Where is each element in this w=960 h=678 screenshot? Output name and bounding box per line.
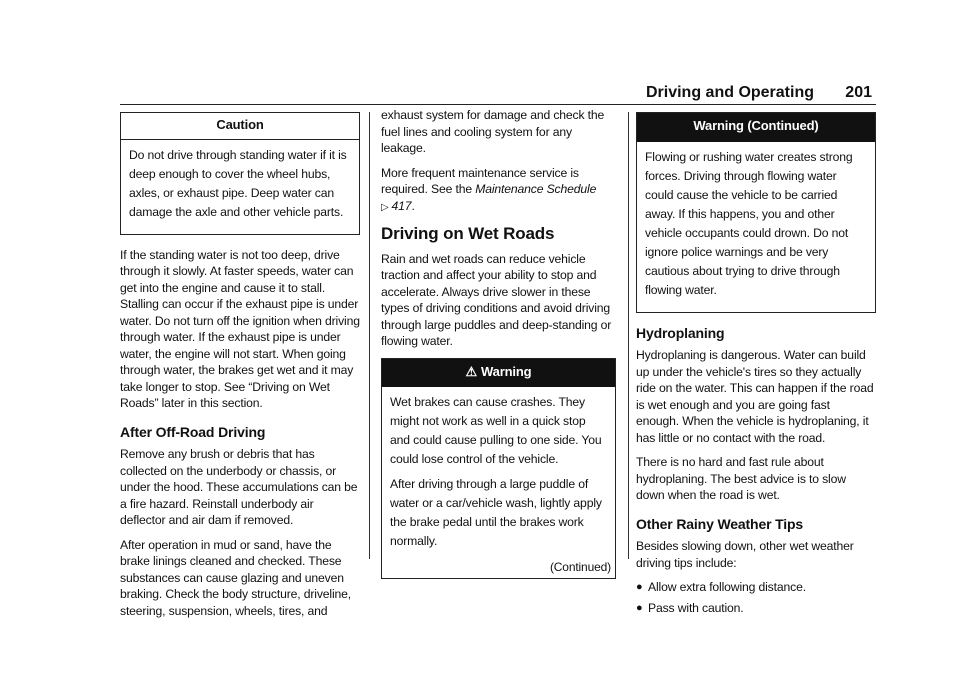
column-3 [636, 112, 876, 620]
column-2 [381, 107, 616, 587]
list-item: ● Pass with caution. [636, 600, 744, 615]
warning-continued-title: Warning (Continued) [637, 113, 875, 142]
main-heading: Driving on Wet Roads [381, 224, 555, 243]
section-heading: Hydroplaning [636, 324, 725, 341]
reference-suffix: . [411, 198, 415, 213]
warning-continued-box [636, 112, 876, 313]
section-title: Driving and Operating [645, 84, 814, 101]
column-1 [120, 112, 360, 627]
reference-page[interactable]: 417 [391, 198, 412, 213]
column-divider [628, 112, 629, 559]
warning-header [382, 359, 615, 388]
warning-text: Wet brakes can cause crashes. They might not work as well in a quick stop and could cause pulling to one side. You could lose control of the vehicle. [390, 395, 602, 466]
paragraph: Besides slowing down, other wet weather driving tips include: [636, 539, 854, 570]
continued-label: (Continued) [549, 560, 611, 574]
warning-text: After driving through a large puddle of water or a car/vehicle wash, lightly apply the brake pedal until the brakes work normally. [390, 477, 602, 548]
tips-list [636, 579, 876, 616]
page-number: 201 [845, 84, 872, 101]
bullet-icon: ● [636, 581, 643, 593]
caution-box [120, 112, 360, 235]
paragraph: exhaust system for damage and check the fuel lines and cooling system for any leakage. [381, 108, 605, 155]
paragraph: Rain and wet roads can reduce vehicle traction and affect your ability to stop and accelerate. Always drive slower in these types of driving conditions and avoid driving through large puddles and deep-standing or flowing water. [381, 251, 612, 348]
reference-prefix: More frequent maintenance service is required. See the [381, 165, 579, 196]
page-reference-icon: ▷ [381, 201, 389, 213]
paragraph: After operation in mud or sand, have the brake linings cleaned and checked. These substances can cause glazing and uneven braking. Check the body structure, driveline, steering, suspension, wheels, tires, and [120, 537, 352, 618]
caution-title: Caution [121, 113, 359, 140]
warning-text: Flowing or rushing water creates strong forces. Driving through flowing water could cause the vehicle to be carried away. If this happens, you and other vehicle occupants could drown. Do not ignore police warnings and be very cautious about trying to drive through flowing water. [645, 149, 853, 297]
section-heading: Other Rainy Weather Tips [636, 515, 804, 532]
paragraph: There is no hard and fast rule about hydroplaning. The best advice is to slow down when the road is wet. [636, 455, 846, 502]
warning-box [381, 358, 616, 579]
paragraph: Hydroplaning is dangerous. Water can build up under the vehicle's tires so they actually ride on the water. This can happen if the road is wet enough and you are going fast enough. When the vehicle is hydroplaning, it has little or no contact with the road. [636, 348, 874, 445]
paragraph: If the standing water is not too deep, drive through it slowly. At faster speeds, water can get into the engine and cause it to stall. Stalling can occur if the exhaust pipe is under water. Do not turn off the ignition when driving through water. If the exhaust pipe is under water, the engine will not start. When going through water, the brakes get wet and it may take longer to stop. See “Driving on Wet Roads” later in this section. [120, 247, 360, 410]
warning-title: Warning [481, 363, 532, 379]
page-header [120, 84, 876, 105]
section-heading: After Off-Road Driving [120, 423, 266, 440]
warning-triangle-icon: ⚠ [465, 363, 478, 379]
column-divider [369, 112, 370, 559]
reference-link[interactable]: Maintenance Schedule [475, 182, 597, 196]
paragraph-reference [381, 165, 616, 217]
bullet-icon: ● [636, 601, 643, 614]
list-item: ● Allow extra following distance. [636, 580, 806, 594]
paragraph: Remove any brush or debris that has collected on the underbody or chassis, or under the hood. These accumulations can be a fire hazard. Reinstall underbody air deflector and air dam if removed. [120, 447, 358, 527]
caution-text: Do not drive through standing water if it is deep enough to cover the wheel hubs, axles, or exhaust pipe. Deep water can damage the axle and other vehicle parts. [129, 147, 347, 219]
